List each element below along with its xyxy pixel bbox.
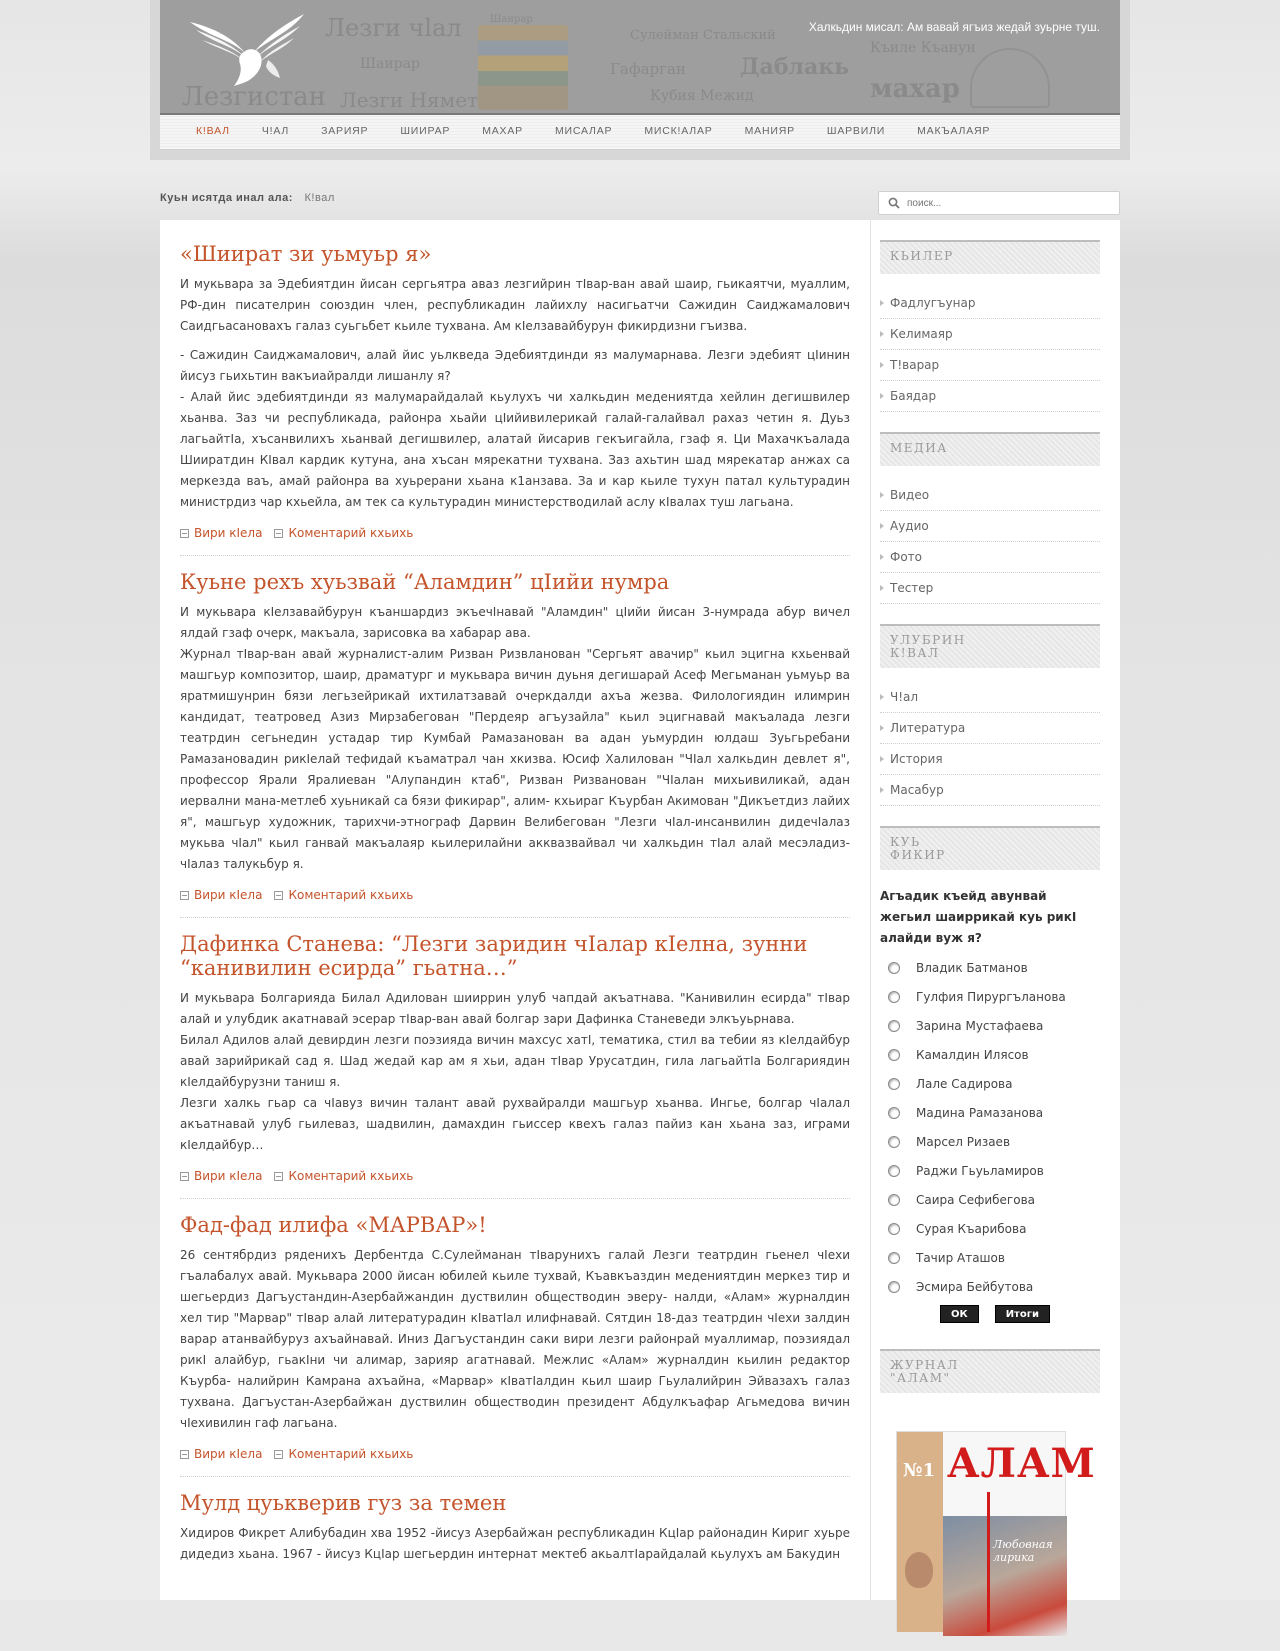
nav-item-songs[interactable]: МАНИЯР	[744, 125, 795, 137]
post-title[interactable]: «Шиират зи уьмуьр я»	[180, 242, 432, 266]
poll-question: Агъадик къейд авунвай жегьил шаиррикай куь рикI алайди вуж я?	[880, 889, 1077, 945]
poll-option-label: Тачир Аташов	[916, 1250, 1005, 1265]
plus-box-icon	[180, 1450, 189, 1459]
read-more-link[interactable]	[180, 1169, 262, 1183]
books-image	[478, 25, 568, 110]
sidebar	[880, 240, 1100, 1651]
poll-option-label: Раджи Гьуьламиров	[916, 1163, 1044, 1178]
breadcrumb-current[interactable]: К!вал	[304, 192, 335, 204]
poll-option-label: Владик Батманов	[916, 960, 1028, 975]
poll-option[interactable]	[880, 1069, 1100, 1098]
comment-link[interactable]	[274, 526, 413, 540]
poll-option[interactable]	[880, 1011, 1100, 1040]
sidebar-item-audio[interactable]: Аудио	[880, 511, 1100, 542]
sidebar-item-words[interactable]: Келимаяр	[880, 319, 1100, 350]
header-slogan: Халкьдин мисал: Ам вавай ягъиз жедай зуьрне туш.	[808, 20, 1100, 34]
poll-buttons	[940, 1305, 1100, 1323]
banner-word: Шаирар	[490, 14, 533, 25]
sidebar-item-tests[interactable]: Тестер	[880, 573, 1100, 604]
radio-button[interactable]	[888, 1281, 900, 1293]
radio-button[interactable]	[888, 1078, 900, 1090]
read-more-link[interactable]	[180, 1447, 262, 1461]
comment-icon	[274, 1172, 283, 1181]
post-body	[180, 1245, 850, 1434]
post-meta	[180, 1444, 850, 1464]
radio-button[interactable]	[888, 991, 900, 1003]
banner-word: Лезги Нямет	[340, 88, 479, 112]
comment-label: Коментарий кхьихь	[288, 1447, 414, 1461]
comment-icon	[274, 891, 283, 900]
post-title[interactable]: Фад-фад илифа «МАРВАР»!	[180, 1213, 487, 1237]
post	[180, 242, 850, 556]
post-body	[180, 1523, 850, 1565]
post-meta	[180, 885, 850, 905]
poll-option-label: Камалдин Илясов	[916, 1047, 1029, 1062]
post-paragraph: И мукьвара кIелзавайбурун къаншардиз экъечIнавай "Аламдин" цIийи йисан 3-нумрада абур вичел ялдай гзаф очерк, макъала, зарисовка ва хабарар ава.	[180, 605, 850, 640]
plus-box-icon	[180, 891, 189, 900]
widget-title	[880, 1349, 1100, 1393]
radio-button[interactable]	[888, 1049, 900, 1061]
poll-option[interactable]	[880, 982, 1100, 1011]
post-paragraph: И мукьвара Болгарияда Билал Адилован шииррин улуб чапдай акъатнава. "Канивилин есирда" тIвар алай и улубдик акатнавай эсерар тIвар-ван авай болгар зари Дафинка Станеведи элкъуьрнава.	[180, 991, 850, 1026]
post	[180, 1491, 850, 1565]
nav-item-poems[interactable]: ШИИРАР	[400, 125, 451, 137]
read-more-label: Вири кIела	[194, 1169, 263, 1183]
poll-option[interactable]	[880, 1214, 1100, 1243]
poll-option-label: Гулфия Пирургъланова	[916, 989, 1066, 1004]
content-area	[160, 220, 1120, 1600]
nav-item-home[interactable]: К!ВАЛ	[196, 125, 230, 137]
radio-button[interactable]	[888, 1252, 900, 1264]
read-more-label: Вири кIела	[194, 1447, 263, 1461]
vote-button[interactable]: ОК	[940, 1305, 979, 1323]
post-meta	[180, 1166, 850, 1186]
post-paragraph: - Алай йис эдебиятдинди яз малумарайдалай кьулухъ чи халкьдин медениятда хейлин дегишвилер хьанва. Заз чи республикада, районра хьайи цIийивилерикай галай-галайвал рахаз четин я. Дуьз лагьайтIа, хъсанвилихъ хьанвай дегишвилер, алатай йисарив гекъигайла, гзаф я. Ци Махачкъалада Шииратдин КIвал кардик кутуна, ана хъсан мярекатни тухвана. Заз ахьтин шад мярекатар анжах са меркезда ваъ, амай районра ва хуьрерани хьана к1анзава. За и кар кьиле тухун патал культурадин министрдиз чар кхьейла, ам тек са культурадин министерстводилай аслу кIвалах туш лагьана.	[180, 390, 850, 509]
post-divider	[180, 1476, 850, 1477]
open-book-image	[970, 48, 1050, 108]
poll-option[interactable]	[880, 1156, 1100, 1185]
widget-title-text: УЛУБРИН К!ВАЛ	[890, 633, 966, 660]
poll-option-label: Эсмира Бейбутова	[916, 1279, 1034, 1294]
widget-title	[880, 624, 1100, 668]
sidebar-item-other[interactable]: Масабур	[880, 775, 1100, 806]
radio-button[interactable]	[888, 1223, 900, 1235]
sidebar-item-literature[interactable]: Литература	[880, 713, 1100, 744]
comment-link[interactable]	[274, 888, 413, 902]
post-meta	[180, 523, 850, 543]
radio-button[interactable]	[888, 1165, 900, 1177]
post-paragraph: И мукьвара за Эдебиятдин йисан сергьятра аваз лезгийрин тӀвар-ван авай шаир, гьикаятчи, муаллим, РФ-дин писателрин союздин член, республикадин лайихлу насигьатчи Сажидин Саиджамалович Саидгьасановахъ галаз суьгьбет кьиле тухвана. Ам кӀелзавайбурун фикирдизни гъизва.	[180, 277, 850, 333]
poll-option-label: Мадина Рамазанова	[916, 1105, 1044, 1120]
banner-word: Кубия Межид	[650, 88, 754, 104]
poll-option-label: Саира Сефибегова	[916, 1192, 1035, 1207]
widget-library	[880, 624, 1100, 806]
post	[180, 932, 850, 1199]
comment-icon	[274, 1450, 283, 1459]
post-body	[180, 988, 850, 1156]
read-more-link[interactable]	[180, 888, 262, 902]
cover-caption: Любовная лирика	[993, 1538, 1053, 1564]
poll-option[interactable]	[880, 1185, 1100, 1214]
widget-title-text: ЖУРНАЛ "АЛАМ"	[890, 1358, 959, 1385]
post-body	[180, 274, 850, 513]
sidebar-item-language[interactable]: Ч!ал	[880, 682, 1100, 713]
poll-option-label: Марсел Ризаев	[916, 1134, 1011, 1149]
post	[180, 1213, 850, 1477]
breadcrumb-row	[150, 188, 1130, 220]
comment-label: Коментарий кхьихь	[288, 1169, 414, 1183]
cover-photo	[943, 1516, 1067, 1636]
comment-link[interactable]	[274, 1169, 413, 1183]
search-input[interactable]	[907, 195, 1107, 211]
sidebar-item-photo[interactable]: Фото	[880, 542, 1100, 573]
widget-title: МЕДИА	[880, 432, 1100, 466]
sidebar-item-bayats[interactable]: Баядар	[880, 381, 1100, 412]
sidebar-item-history[interactable]: История	[880, 744, 1100, 775]
post-divider	[180, 917, 850, 918]
plus-box-icon	[180, 1172, 189, 1181]
poll-option-label: Зарина Мустафаева	[916, 1018, 1044, 1033]
post-divider	[180, 1198, 850, 1199]
post-paragraph: Хидиров Фикрет Алибубадин хва 1952 -йисуз Азербайжан республикадин КцIар районадин Кириг хуьре дидедиз хьана. 1967 - йисуз КцIар шегьердин интернат мектеб акьалтIарайдалай кьулухъ ам Бакудин	[180, 1526, 850, 1561]
banner-word: Къиле Къанун	[870, 40, 976, 56]
nav-item-poets[interactable]: ЗАРИЯР	[321, 125, 369, 137]
comment-label: Коментарий кхьихь	[288, 526, 414, 540]
post-paragraph: - Сажидин Саиджамалович, алай йис уьлкведа Эдебиятдинди яз малумарнава. Лезги эдебият цIинин йисуз гьихьтин вакъиайралди лишанлу я?	[180, 348, 850, 383]
results-button[interactable]: Итоги	[995, 1305, 1050, 1323]
main-column	[180, 230, 850, 1565]
post	[180, 570, 850, 918]
poll-option[interactable]	[880, 1098, 1100, 1127]
journal-cover-image[interactable]	[896, 1431, 1096, 1631]
radio-button[interactable]	[888, 962, 900, 974]
poll-options	[880, 953, 1100, 1301]
widget-poll	[880, 826, 1100, 1323]
post-paragraph: Билал Адилов алай девирдин лезги поэзияда вичин махсус хатI, тематика, стил ва тебии яз кIелдайбур авай зарийрикай сад я. Шад жедай кар ам я хьи, адан тIвар Урусатдин, гила лагьайтIа Болгариядин кIелдайбурузни таниш я.	[180, 1033, 850, 1089]
header-banner	[160, 0, 1120, 115]
banner-word: махар	[870, 74, 960, 104]
poll-option[interactable]	[880, 1040, 1100, 1069]
comment-label: Коментарий кхьихь	[288, 888, 414, 902]
sidebar-item-names[interactable]: Т!варар	[880, 350, 1100, 381]
sidebar-divider	[870, 220, 871, 1600]
banner-word: Сулейман Стальский	[630, 28, 776, 43]
cover-portrait	[905, 1552, 933, 1588]
poll-option-label: Сурая Къарибова	[916, 1221, 1027, 1236]
widget-title-text: КУЬ ФИКИР	[890, 835, 946, 862]
cover-title: АЛАМ	[947, 1440, 1096, 1487]
post-paragraph: Лезги халкь гьар са чIавуз вичин талант авай рухвайралди машгьур хьанва. Ингье, болгар чIалал акъатнавай улуб гьилеваз, шадвилин, дамахдин гьиссер квехъ галаз пайиз кан хьана заз, играми кIелдайбур…	[180, 1096, 850, 1152]
nav-item-proverbs[interactable]: МИСАЛАР	[554, 125, 613, 137]
comment-icon	[274, 529, 283, 538]
banner-word: Шаирар	[360, 56, 420, 72]
main-nav	[160, 115, 1120, 150]
widget-title: КЬИЛЕР	[880, 240, 1100, 274]
nav-item-tales[interactable]: МАХАР	[482, 125, 523, 137]
nav-item-riddles[interactable]: МИСК!АЛАР	[644, 125, 713, 137]
widget-title	[880, 826, 1100, 870]
banner-word: Лезги чlал	[325, 14, 462, 42]
radio-button[interactable]	[888, 1136, 900, 1148]
poll-option[interactable]	[880, 1272, 1100, 1301]
sidebar-item-video[interactable]: Видео	[880, 480, 1100, 511]
post-divider	[180, 555, 850, 556]
nav-item-sharvili[interactable]: ШАРВИЛИ	[826, 125, 886, 137]
post-title[interactable]: Мулд цуькверив гуз за темен	[180, 1491, 507, 1515]
widget-categories	[880, 240, 1100, 412]
header	[150, 0, 1130, 160]
nav-item-articles[interactable]: МАКЪАЛАЯР	[917, 125, 991, 137]
poll-option-label: Лале Садирова	[916, 1076, 1013, 1091]
cover-divider	[987, 1492, 990, 1632]
sidebar-item-phraseology[interactable]: Фадлугъунар	[880, 288, 1100, 319]
read-more-label: Вири кIела	[194, 888, 263, 902]
read-more-link[interactable]	[180, 526, 262, 540]
banner-word: Даблакь	[740, 54, 850, 80]
radio-button[interactable]	[888, 1107, 900, 1119]
cover-number: №1	[903, 1460, 936, 1481]
post-paragraph: 26 сентябрдиз ряденихъ Дербентда С.Сулейманан тIварунихъ галай Лезги театрдин гьенел чIехи гъалабалух авай. Мукьвара 2000 йисан юбилей кьиле тухвай, Къавкъаздин медениятдин меркез тир и шегьердиз Дагъустандин-Азербайжандин дуствилин обществодин эверу- налди, «Алам» журналдин хел тир "Марвар" тIвар алай литературадин кIватIал илифнавай. Сятдин 18-даз театрдин чIехи залдин варар атанвайбуруз ахъайнавай. Иниз Дагъустандин саки вири лезги районрай муаллимар, поэзиядал рикI алайбур, гьакIни чи алимар, зарияр агатнавай. Межлис «Алам» журналдин кьилин редактор Къурба- налийрин Камрана ахъайна, «Марвар» кIватIалдин кьил шаир Гьулалийрин Эйвазахъ галаз тухвана. Дагъустан-Азербайжан дуствилин обществодин президент Абдулкъафар Агьмедова вичин чIехивилин гаф лагьана.	[180, 1248, 850, 1430]
plus-box-icon	[180, 529, 189, 538]
eagle-logo-icon[interactable]	[182, 8, 312, 88]
search-box	[878, 191, 1120, 215]
radio-button[interactable]	[888, 1020, 900, 1032]
post-paragraph: Журнал тIвар-ван авай журналист-алим Ризван Ризвланован "Сергьят авачир" кьил эцигна кхьенвай машгьур композитор, шаир, драматург и мукьвара вичин дуьня дегишарай Асеф Мегьманан уьмуьр ва яратмишунрин бязи легьзейрикай ихтилатзавай очеркдалди ахъа жезва. Филологиядин илимрин кандидат, театровед Азиз Мирзабегован "Пердеяр агъузайла" кьил эцигнавай макъалада лезги театрдин сегьнедин устадар тир Кумбай Рамазанован ва адан уьмурдин юлдаш Зуьгьребани Рамазановадин рикIелай тефидай къаматрал чан хкизва. Юсиф Халилован "ЧIал халкьдин девлет я", профессор Ярали Яралиеван "Алупандин ктаб", Ризван Ризванован "ЧIалан михьивиликай, адан иервални мана-метлеб хуьникай са бязи фикирар", алим- кхьираг Къурбан Акимован "Дикъетдиз лайих я", машгьур художник, тарихчи-этнограф Дарвин Велибегован "Лезги чIал-инсанвилин дидечIалаз мукьва чIал" кьил ганвай макъалаяр кьилерилайни акквазвайвал чи халкьдин тIал алай месэладиз-чIалаз талукьбур я.	[180, 647, 850, 871]
search-icon[interactable]	[888, 197, 900, 209]
breadcrumb-label: Куьн исятда инал ала:	[160, 192, 293, 204]
poll-option[interactable]	[880, 1127, 1100, 1156]
banner-word: Гафарган	[610, 60, 686, 78]
comment-link[interactable]	[274, 1447, 413, 1461]
post-body	[180, 602, 850, 875]
nav-item-language[interactable]: Ч!АЛ	[261, 125, 290, 137]
poll-option[interactable]	[880, 1243, 1100, 1272]
widget-media	[880, 432, 1100, 604]
post-title[interactable]: Дафинка Станева: “Лезги заридин чIалар кIелна, зунни “канивилин есирда” гьатна…”	[180, 932, 808, 980]
breadcrumb	[160, 192, 335, 204]
read-more-label: Вири кIела	[194, 526, 263, 540]
poll-option[interactable]	[880, 953, 1100, 982]
banner-word: Лезгистан	[182, 82, 326, 112]
post-title[interactable]: Куьне рехъ хуьзвай “Аламдин” цIийи нумра	[180, 570, 670, 594]
widget-journal	[880, 1349, 1100, 1631]
radio-button[interactable]	[888, 1194, 900, 1206]
